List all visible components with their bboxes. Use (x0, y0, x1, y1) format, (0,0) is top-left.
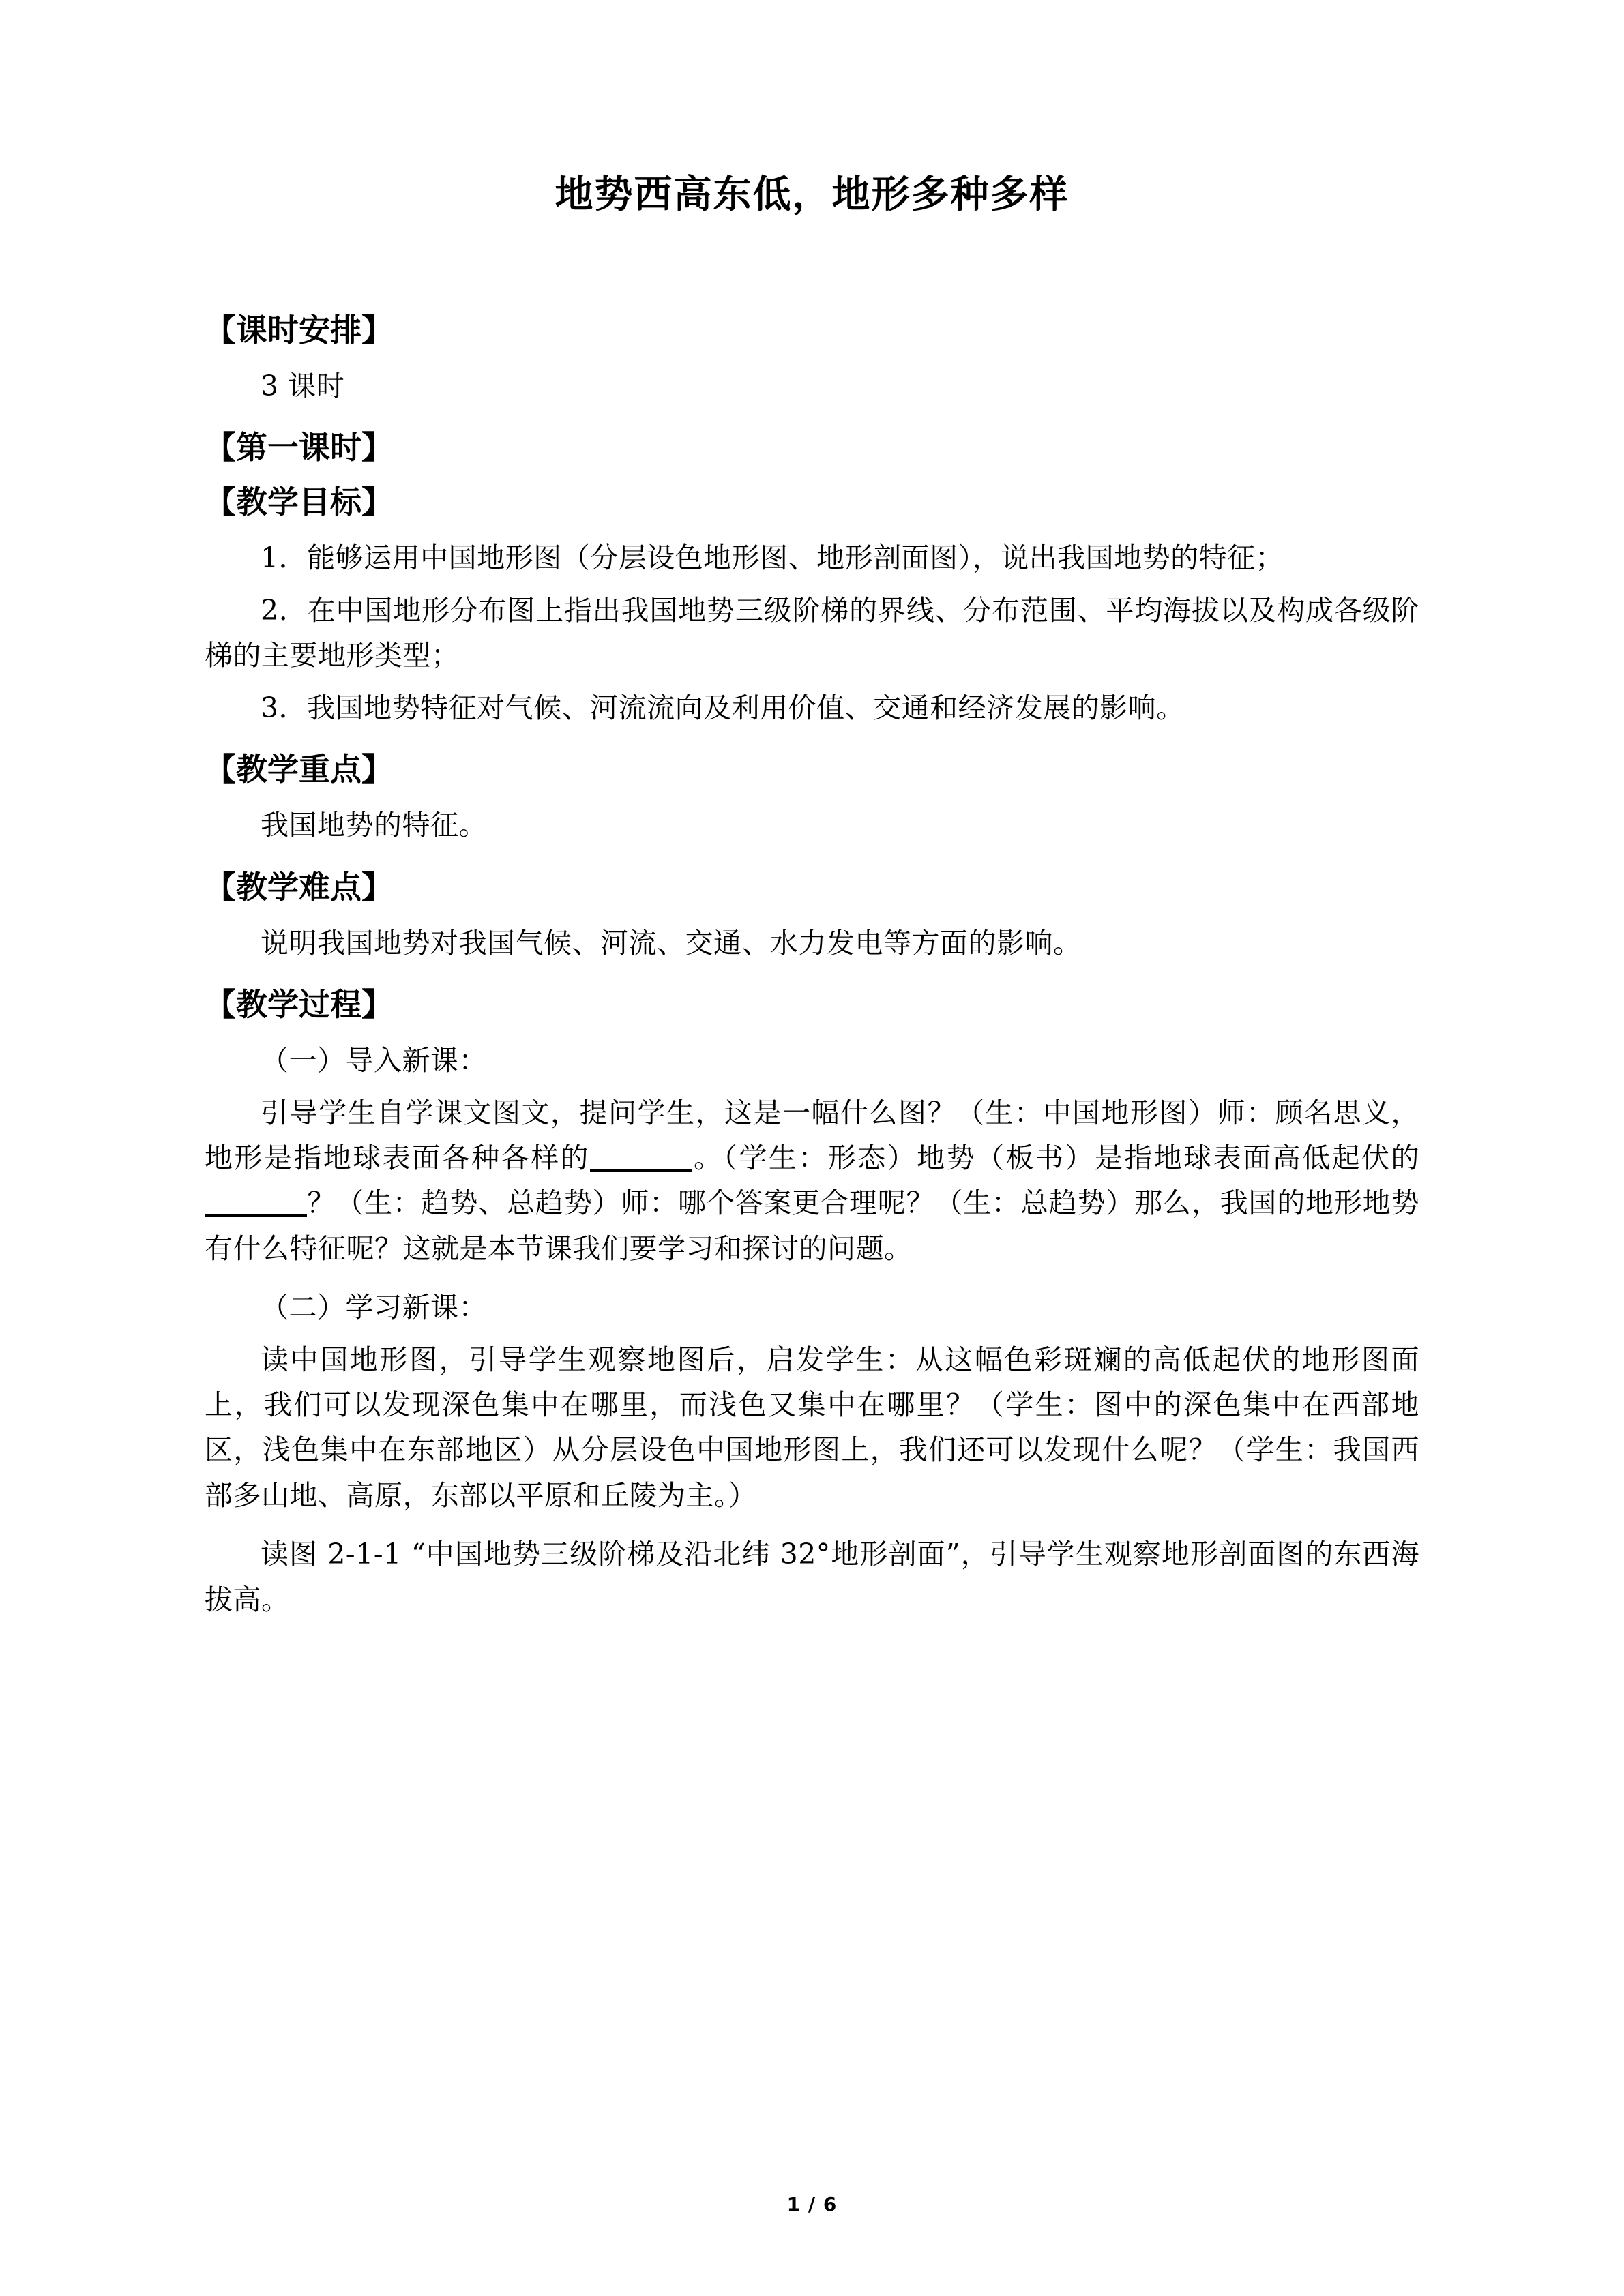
process-step-one-paragraph (205, 1090, 1419, 1272)
objective-item-3: 3．我国地势特征对气候、河流流向及利用价值、交通和经济发展的影响。 (261, 691, 1185, 724)
process-step-two-label: （二）学习新课： (261, 1291, 487, 1324)
fill-in-blank-2 (205, 1214, 307, 1217)
section-heading-teaching-objectives: 【教学目标】 (205, 483, 393, 521)
process-step-two-paragraph-2: 读图 2-1-1 “中国地势三级阶梯及沿北纬 32°地形剖面”，引导学生观察地形剖面图的东西海拔高。 (205, 1538, 1419, 1616)
page-footer: 1 / 6 (786, 2193, 838, 2216)
teaching-key-points-text: 我国地势的特征。 (261, 809, 487, 842)
page-title: 地势西高东低，地形多种多样 (555, 173, 1069, 217)
fill-in-blank-1 (590, 1169, 692, 1172)
objective-item-1: 1．能够运用中国地形图（分层设色地形图、地形剖面图），说出我国地势的特征； (261, 541, 1284, 575)
objective-item-2: 2．在中国地形分布图上指出我国地势三级阶梯的界线、分布范围、平均海拔以及构成各级阶梯的主要地形类型； (205, 593, 1419, 672)
process-step-one-label: （一）导入新课： (261, 1044, 487, 1077)
step-one-text-part-1: 引导学生自学课文图文，提问学生，这是一幅什么图？（生：中国地形图）师：顾名思义，地形是指地球表面各种各样的 (205, 1096, 1419, 1175)
course-schedule-value: 3 课时 (261, 369, 345, 402)
step-one-text-part-3: ？（生：趋势、总趋势）师：哪个答案更合理呢？（生：总趋势）那么，我国的地形地势有什么特征呢？这就是本节课我们要学习和探讨的问题。 (205, 1187, 1419, 1265)
step-one-text-part-2: 。（学生：形态）地势（板书）是指地球表面高低起伏的 (692, 1142, 1420, 1175)
section-heading-teaching-difficulties: 【教学难点】 (205, 868, 393, 906)
teaching-difficulties-text: 说明我国地势对我国气候、河流、交通、水力发电等方面的影响。 (261, 926, 1082, 959)
process-step-two-paragraph-1: 读中国地形图，引导学生观察地图后，启发学生：从这幅色彩斑斓的高低起伏的地形图面上，我们可以发现深色集中在哪里，而浅色又集中在哪里？（学生：图中的深色集中在西部地区，浅色集中在东部地区）从分层设色中国地形图上，我们还可以发现什么呢？（学生：我国西部多山地、高原，东部以平原和丘陵为主。） (205, 1343, 1419, 1512)
section-heading-teaching-key-points: 【教学重点】 (205, 751, 393, 788)
section-heading-first-period: 【第一课时】 (205, 429, 393, 466)
section-heading-teaching-process: 【教学过程】 (205, 986, 393, 1024)
section-heading-course-schedule: 【课时安排】 (205, 311, 393, 348)
